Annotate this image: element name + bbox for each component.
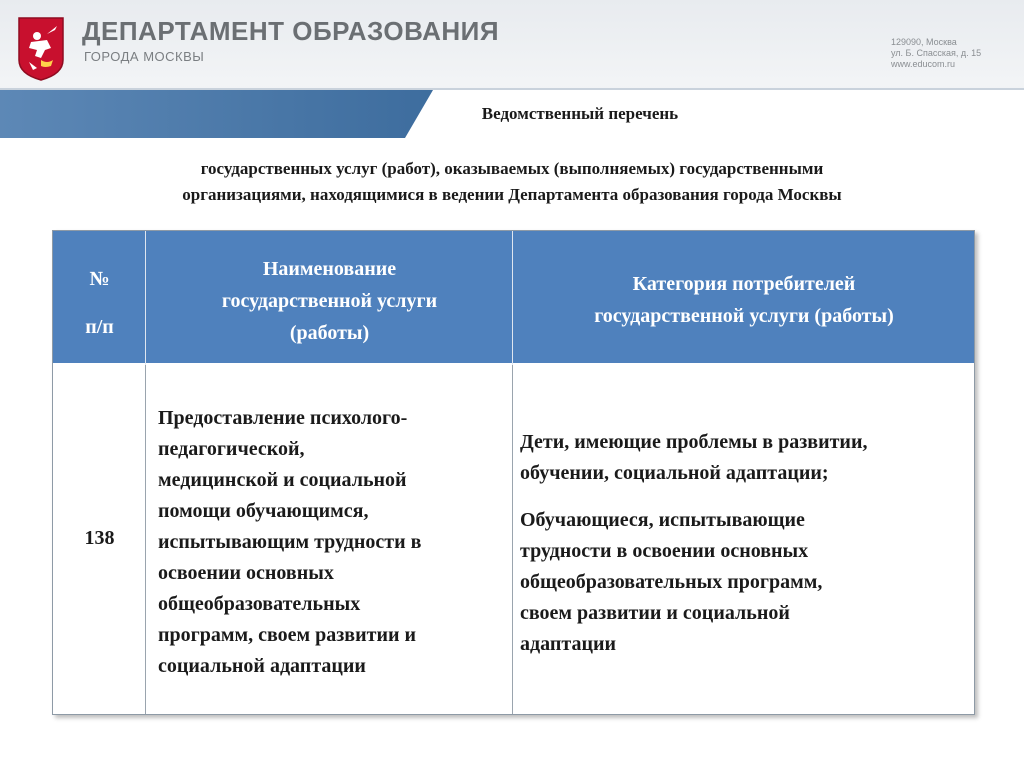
column-divider — [512, 365, 513, 714]
service-name-line: Предоставление психолого- — [158, 407, 408, 429]
header-service-name — [146, 253, 513, 349]
page-title: Ведомственный перечень — [481, 104, 679, 123]
service-name-line: помощи обучающимся, — [158, 500, 369, 522]
service-name-line: медицинской и социальной — [158, 469, 407, 491]
page-subtitle-line-2: организациями, находящимися в ведении Департамента образования города Москвы — [182, 185, 842, 204]
header-number — [53, 255, 146, 351]
address-street: ул. Б. Спасская, д. 15 — [891, 48, 982, 58]
header-service-name-line-1: Наименование — [262, 258, 397, 280]
service-name-line: испытывающим трудности в — [158, 531, 422, 553]
page-subtitle — [40, 156, 984, 208]
header-number-line-2: п/п — [85, 316, 114, 338]
department-subtitle: ГОРОДА МОСКВЫ — [84, 49, 205, 64]
row-service-name — [158, 403, 508, 682]
services-table — [52, 230, 975, 715]
service-name-line: программ, своем развитии и — [158, 624, 417, 646]
address-website: www.educom.ru — [891, 59, 956, 69]
service-name-line: общеобразовательных — [158, 593, 361, 615]
category-line: адаптации — [520, 633, 617, 655]
category-line: своем развитии и социальной — [520, 602, 790, 624]
category-spacer — [520, 489, 970, 505]
row-number: 138 — [84, 527, 115, 549]
category-line: Дети, имеющие проблемы в развитии, — [520, 431, 868, 453]
category-line: Обучающиеся, испытывающие — [520, 509, 805, 531]
service-name-line: освоении основных — [158, 562, 334, 584]
service-name-line: педагогической, — [158, 438, 305, 460]
row-consumer-category — [520, 427, 970, 660]
header-service-name-line-3: (работы) — [289, 322, 370, 344]
header-consumer-category-line-2: государственной услуги (работы) — [594, 305, 894, 327]
header-consumer-category — [514, 268, 974, 332]
page-subtitle-line-1: государственных услуг (работ), оказываемых (выполняемых) государственными — [200, 159, 824, 178]
address-postal: 129090, Москва — [891, 37, 957, 47]
header-service-name-line-2: государственной услуги — [221, 290, 438, 312]
moscow-coat-of-arms-icon — [17, 16, 65, 82]
department-title: ДЕПАРТАМЕНТ ОБРАЗОВАНИЯ — [82, 16, 500, 46]
address-block — [891, 37, 981, 70]
header-number-line-1: № — [89, 268, 110, 290]
category-line: обучении, социальной адаптации; — [520, 462, 829, 484]
service-name-line: социальной адаптации — [158, 655, 366, 677]
header-consumer-category-line-1: Категория потребителей — [632, 273, 856, 295]
category-line: общеобразовательных программ, — [520, 571, 823, 593]
category-line: трудности в освоении основных — [520, 540, 809, 562]
